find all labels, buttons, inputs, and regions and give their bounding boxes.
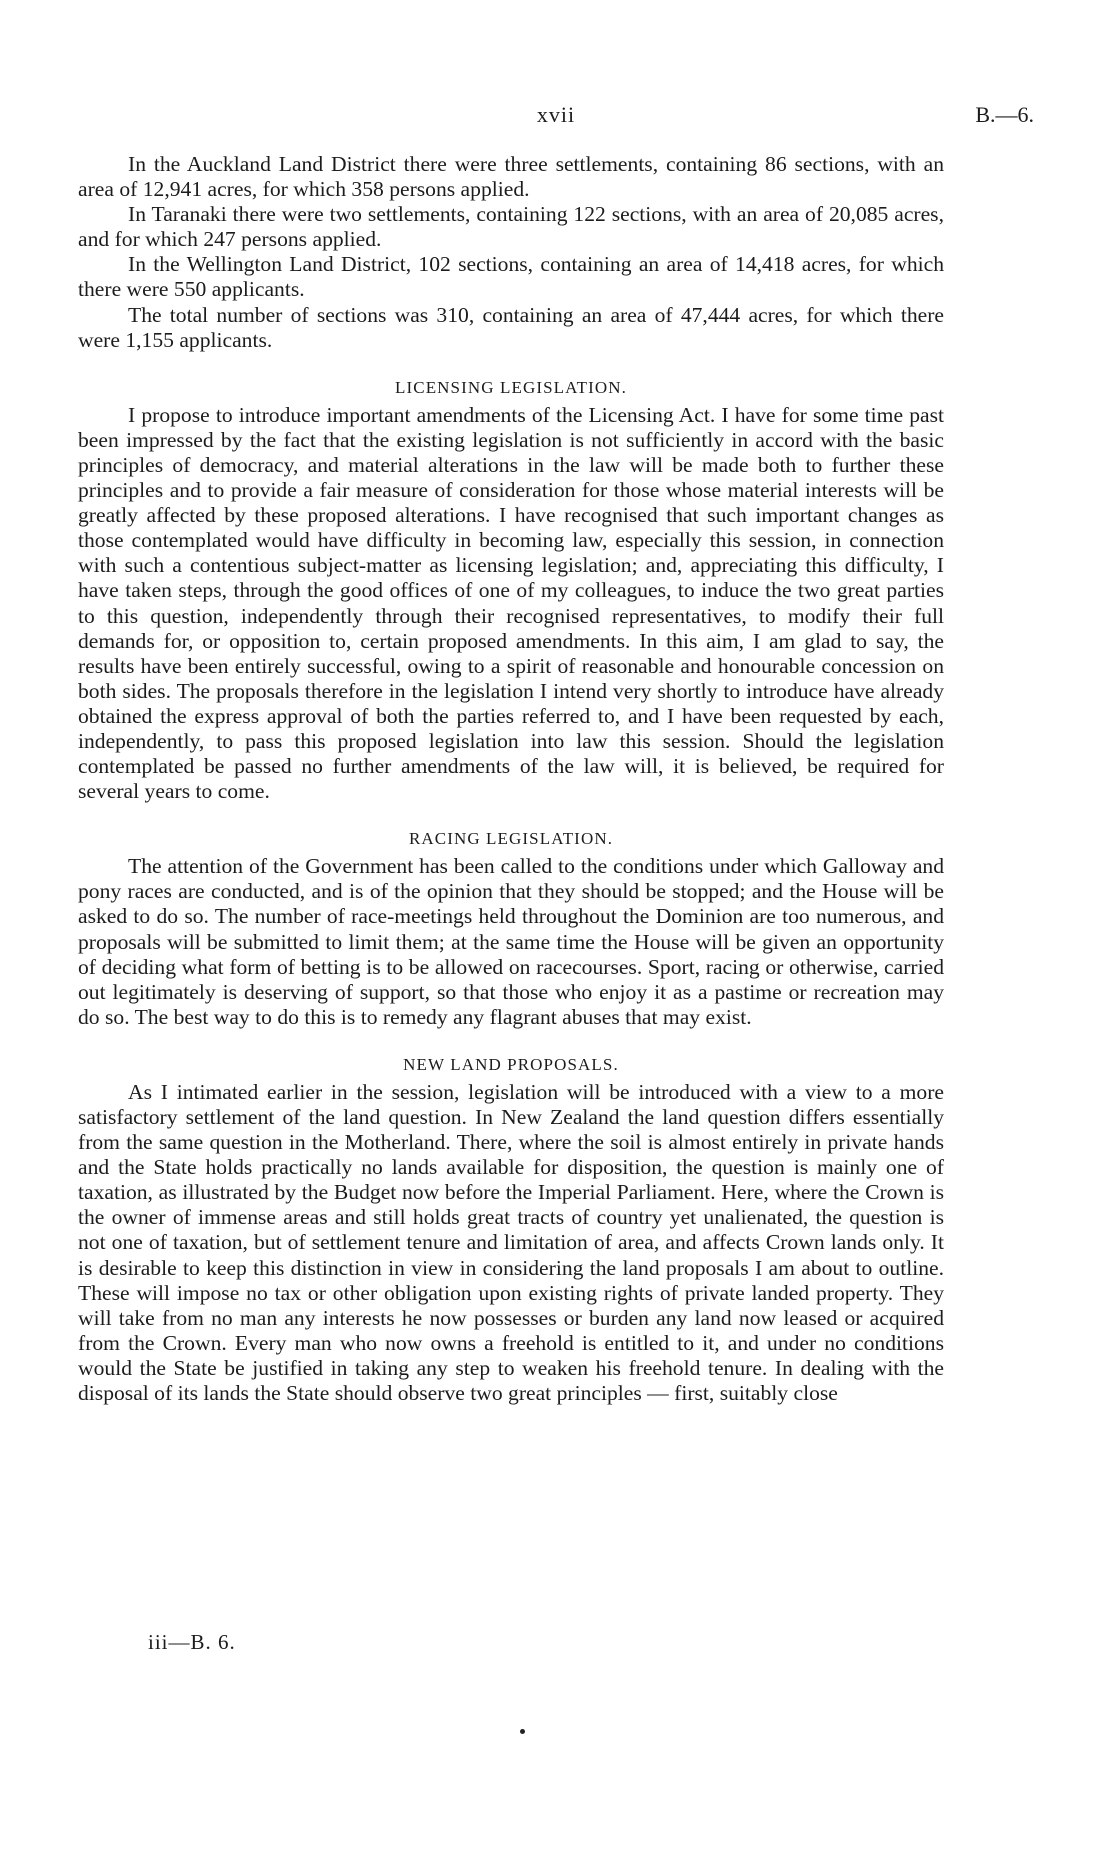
heading-new-land-proposals: NEW LAND PROPOSALS.: [403, 1054, 619, 1074]
paragraph-licensing: I propose to introduce important amendments of the Licensing Act. I have for some time past been impressed by the fact that the existing legislation is not sufficiently in accord with the basic principles of democracy, and material alterations in the law will be made both to further these principles and to provide a fair measure of consideration for those whose material interests will be greatly affected by these proposed alterations. I have recognised that such important changes as those contemplated would have difficulty in becoming law, especially this session, in connection with such a contentious subject-matter as licensing legislation; and, appreciating this difficulty, I have taken steps, through the good offices of one of my colleagues, to induce the two great parties to this question, independently through their recognised representatives, to modify their full demands for, or opposition to, certain proposed amendments. In this aim, I am glad to say, the results have been entirely successful, owing to a spirit of reasonable and honourable concession on both sides. The proposals therefore in the legislation I intend very shortly to introduce have already obtained the express approval of both the parties referred to, and I have been requested by each, independently, to pass this proposed legislation into law this session. Should the legislation contemplated be passed no further amendments of the law will, it is believed, be required for several years to come.: [78, 402, 944, 804]
page-number: xvii: [536, 102, 576, 127]
paragraph-taranaki: In Taranaki there were two settlements, containing 122 sections, with an area of 20,085 acres, and for which 247 persons applied.: [78, 202, 944, 252]
footer-signature: iii—B. 6.: [148, 1630, 236, 1654]
heading-licensing-legislation: LICENSING LEGISLATION.: [395, 377, 627, 397]
paragraph-land: As I intimated earlier in the session, legislation will be introduced with a view to a more satisfactory settlement of the land question. In New Zealand the land question differs essentially from the same question in the Motherland. There, where the soil is almost entirely in private hands and the State holds practically no lands available for disposition, the question is mainly one of taxation, as illustrated by the Budget now before the Imperial Parliament. Here, where the Crown is the owner of immense areas and still holds great tracts of country yet unalienated, the question is not one of taxation, but of settlement tenure and limitation of area, and affects Crown lands only. It is desirable to keep this distinction in view in considering the land proposals I am about to outline. These will impose no tax or other obligation upon existing rights of private landed property. They will take from no man any interests he now possesses or burden any land now leased or acquired from the Crown. Every man who now owns a freehold is entitled to it, and under no conditions would the State be justified in taking any step to weaken his freehold tenure. In dealing with the disposal of its lands the State should observe two great principles — first, suitably close: [78, 1079, 944, 1406]
paragraph-racing: The attention of the Government has been called to the conditions under which Galloway and pony races are conducted, and is of the opinion that they should be stopped; and the House will be asked to do so. The number of race-meetings held throughout the Dominion are too numerous, and proposals will be submitted to limit them; at the same time the House will be given an opportunity of deciding what form of betting is to be allowed on racecourses. Sport, racing or otherwise, carried out legitimately is deserving of support, so that those who enjoy it as a pastime or recreation may do so. The best way to do this is to remedy any flagrant abuses that may exist.: [78, 854, 944, 1029]
paragraph-auckland: In the Auckland Land District there were three settlements, containing 86 sections, with an area of 12,941 acres, for which 358 persons applied.: [78, 152, 944, 202]
page-header: [78, 102, 1034, 136]
document-body: [78, 152, 944, 1406]
paragraph-wellington: In the Wellington Land District, 102 sections, containing an area of 14,418 acres, for which there were 550 applicants.: [78, 252, 944, 302]
heading-racing-legislation: RACING LEGISLATION.: [408, 829, 614, 849]
paragraph-total: The total number of sections was 310, containing an area of 47,444 acres, for which there were 1,155 applicants.: [78, 302, 944, 352]
series-reference: B.—6.: [975, 102, 1034, 127]
printer-dot: [520, 1729, 525, 1734]
